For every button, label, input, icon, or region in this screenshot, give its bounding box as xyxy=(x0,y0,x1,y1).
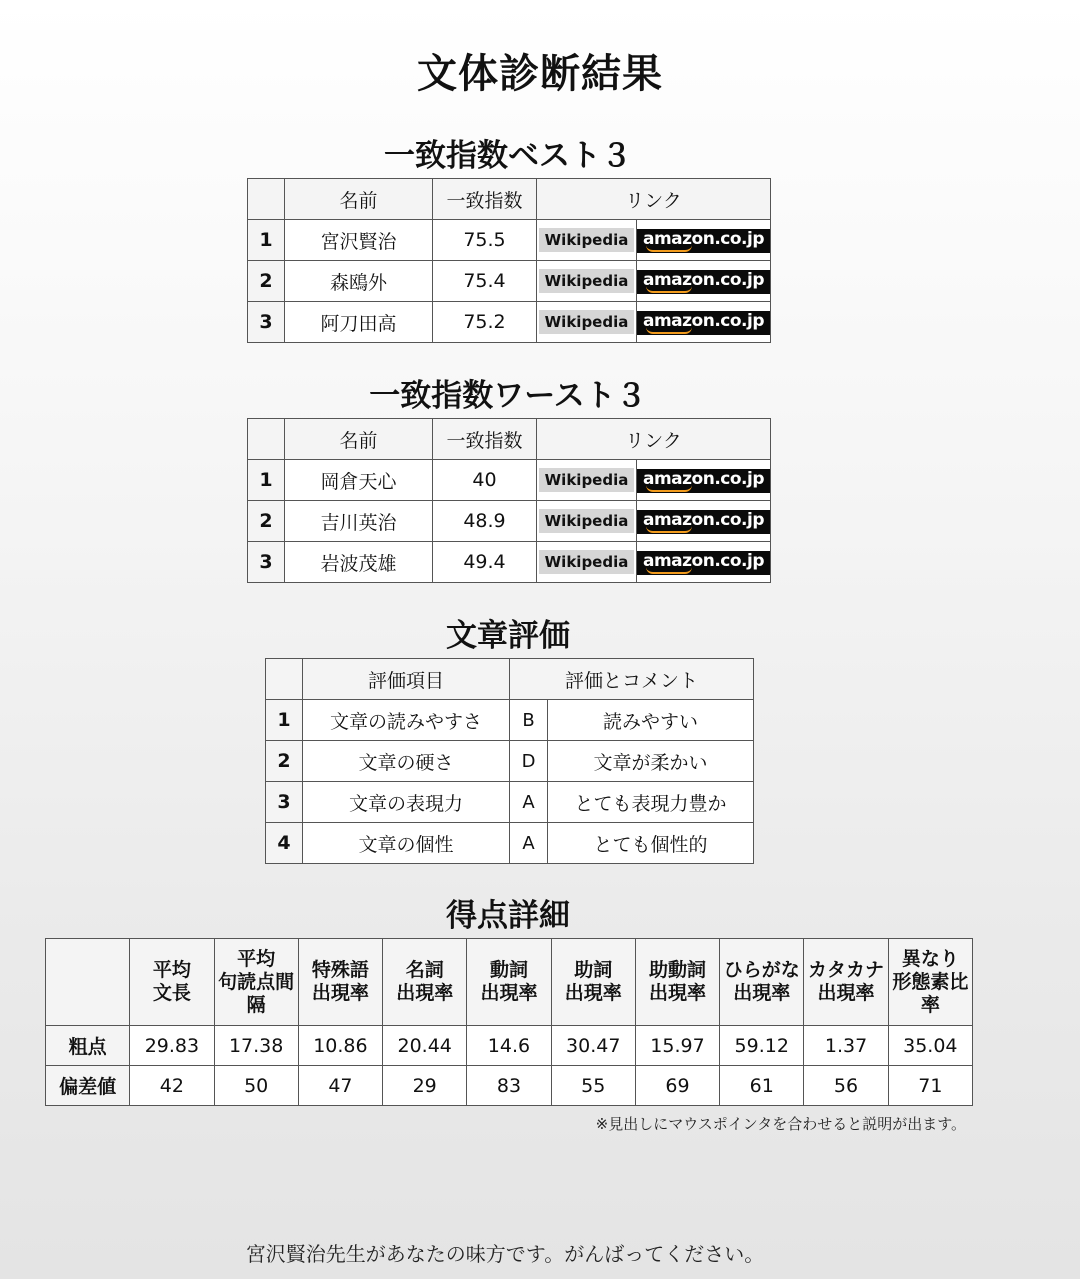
eval-comment: とても個性的 xyxy=(548,823,754,864)
wikipedia-link[interactable]: Wikipedia xyxy=(539,310,635,334)
header-score: 一致指数 xyxy=(433,179,537,220)
footer-message: 宮沢賢治先生があなたの味方です。がんばってください。 xyxy=(245,1242,765,1266)
amazon-link[interactable] xyxy=(637,469,770,493)
amazon-link[interactable] xyxy=(637,551,770,575)
rank-cell: 3 xyxy=(248,542,285,583)
rank-cell: 4 xyxy=(266,823,303,864)
corner-cell xyxy=(248,419,285,460)
amazon-smile-icon xyxy=(646,286,692,293)
match-score: 48.9 xyxy=(433,501,537,542)
best-table xyxy=(247,178,771,343)
eval-comment: 読みやすい xyxy=(548,700,754,741)
table-row xyxy=(248,501,771,542)
amazon-smile-icon xyxy=(646,567,692,574)
deviation-value: 69 xyxy=(635,1066,719,1106)
match-score: 75.4 xyxy=(433,261,537,302)
raw-score-value: 35.04 xyxy=(888,1026,972,1066)
table-row xyxy=(266,823,754,864)
rank-cell: 1 xyxy=(266,700,303,741)
eval-item: 文章の表現力 xyxy=(303,782,510,823)
score-header[interactable]: 助動詞 出現率 xyxy=(635,939,719,1026)
raw-score-row xyxy=(46,1026,973,1066)
amazon-logo-text: amazon.co.jp xyxy=(643,229,765,249)
raw-score-value: 20.44 xyxy=(383,1026,467,1066)
deviation-label: 偏差値 xyxy=(46,1066,130,1106)
table-row xyxy=(248,261,771,302)
wikipedia-link[interactable]: Wikipedia xyxy=(539,228,635,252)
amazon-logo-text: amazon.co.jp xyxy=(643,270,765,290)
rank-cell: 1 xyxy=(248,460,285,501)
raw-score-value: 29.83 xyxy=(130,1026,214,1066)
rank-cell: 2 xyxy=(266,741,303,782)
rank-cell: 2 xyxy=(248,501,285,542)
eval-grade: B xyxy=(510,700,548,741)
best-section-title: 一致指数ベスト３ xyxy=(384,138,632,174)
score-header[interactable]: 動詞 出現率 xyxy=(467,939,551,1026)
table-row xyxy=(266,741,754,782)
author-name: 森鴎外 xyxy=(285,261,433,302)
match-score: 49.4 xyxy=(433,542,537,583)
evaluation-section-title: 文章評価 xyxy=(446,618,570,654)
raw-score-value: 15.97 xyxy=(635,1026,719,1066)
score-header[interactable]: ひらがな 出現率 xyxy=(720,939,804,1026)
deviation-value: 61 xyxy=(720,1066,804,1106)
amazon-link[interactable] xyxy=(637,311,770,335)
author-name: 岩波茂雄 xyxy=(285,542,433,583)
header-comment: 評価とコメント xyxy=(510,659,754,700)
deviation-value: 71 xyxy=(888,1066,972,1106)
raw-score-value: 1.37 xyxy=(804,1026,888,1066)
evaluation-table xyxy=(265,658,754,864)
rank-cell: 2 xyxy=(248,261,285,302)
deviation-value: 42 xyxy=(130,1066,214,1106)
raw-score-value: 17.38 xyxy=(214,1026,298,1066)
eval-comment: 文章が柔かい xyxy=(548,741,754,782)
amazon-logo-text: amazon.co.jp xyxy=(643,469,765,489)
raw-score-value: 14.6 xyxy=(467,1026,551,1066)
match-score: 75.2 xyxy=(433,302,537,343)
eval-item: 文章の硬さ xyxy=(303,741,510,782)
eval-grade: A xyxy=(510,782,548,823)
table-row xyxy=(248,542,771,583)
table-row xyxy=(248,220,771,261)
header-link: リンク xyxy=(537,179,771,220)
score-header[interactable]: 名詞 出現率 xyxy=(383,939,467,1026)
score-table xyxy=(45,938,973,1106)
corner-cell xyxy=(46,939,130,1026)
wikipedia-link[interactable]: Wikipedia xyxy=(539,269,635,293)
amazon-smile-icon xyxy=(646,245,692,252)
amazon-logo-text: amazon.co.jp xyxy=(643,311,765,331)
amazon-link[interactable] xyxy=(637,510,770,534)
score-header[interactable]: 特殊語 出現率 xyxy=(298,939,382,1026)
score-section-title: 得点詳細 xyxy=(446,898,570,934)
wikipedia-link[interactable]: Wikipedia xyxy=(539,550,635,574)
deviation-value: 83 xyxy=(467,1066,551,1106)
score-header[interactable]: 異なり 形態素比 率 xyxy=(888,939,972,1026)
amazon-smile-icon xyxy=(646,526,692,533)
deviation-value: 56 xyxy=(804,1066,888,1106)
table-row xyxy=(248,302,771,343)
amazon-link[interactable] xyxy=(637,270,770,294)
table-row xyxy=(266,700,754,741)
table-row xyxy=(248,460,771,501)
header-score: 一致指数 xyxy=(433,419,537,460)
raw-score-value: 10.86 xyxy=(298,1026,382,1066)
eval-item: 文章の個性 xyxy=(303,823,510,864)
amazon-smile-icon xyxy=(646,485,692,492)
header-name: 名前 xyxy=(285,419,433,460)
tooltip-hint-note: ※見出しにマウスポインタを合わせると説明が出ます。 xyxy=(595,1115,966,1133)
author-name: 岡倉天心 xyxy=(285,460,433,501)
worst-section-title: 一致指数ワースト３ xyxy=(369,378,647,414)
raw-score-value: 30.47 xyxy=(551,1026,635,1066)
deviation-row xyxy=(46,1066,973,1106)
score-header[interactable]: カタカナ 出現率 xyxy=(804,939,888,1026)
corner-cell xyxy=(248,179,285,220)
worst-table xyxy=(247,418,771,583)
author-name: 阿刀田高 xyxy=(285,302,433,343)
amazon-logo-text: amazon.co.jp xyxy=(643,551,765,571)
eval-grade: A xyxy=(510,823,548,864)
deviation-value: 29 xyxy=(383,1066,467,1106)
header-item: 評価項目 xyxy=(303,659,510,700)
match-score: 75.5 xyxy=(433,220,537,261)
deviation-value: 50 xyxy=(214,1066,298,1106)
amazon-smile-icon xyxy=(646,327,692,334)
amazon-logo-text: amazon.co.jp xyxy=(643,510,765,530)
author-name: 宮沢賢治 xyxy=(285,220,433,261)
match-score: 40 xyxy=(433,460,537,501)
header-link: リンク xyxy=(537,419,771,460)
eval-item: 文章の読みやすさ xyxy=(303,700,510,741)
raw-score-label: 粗点 xyxy=(46,1026,130,1066)
score-header[interactable]: 助詞 出現率 xyxy=(551,939,635,1026)
eval-comment: とても表現力豊か xyxy=(548,782,754,823)
wikipedia-link[interactable]: Wikipedia xyxy=(539,509,635,533)
score-header[interactable]: 平均 文長 xyxy=(130,939,214,1026)
rank-cell: 1 xyxy=(248,220,285,261)
deviation-value: 47 xyxy=(298,1066,382,1106)
table-row xyxy=(266,782,754,823)
wikipedia-link[interactable]: Wikipedia xyxy=(539,468,635,492)
eval-grade: D xyxy=(510,741,548,782)
amazon-link[interactable] xyxy=(637,229,770,253)
author-name: 吉川英治 xyxy=(285,501,433,542)
corner-cell xyxy=(266,659,303,700)
page-title: 文体診断結果 xyxy=(417,51,663,97)
rank-cell: 3 xyxy=(248,302,285,343)
header-name: 名前 xyxy=(285,179,433,220)
rank-cell: 3 xyxy=(266,782,303,823)
deviation-value: 55 xyxy=(551,1066,635,1106)
raw-score-value: 59.12 xyxy=(720,1026,804,1066)
score-header[interactable]: 平均 句読点間 隔 xyxy=(214,939,298,1026)
